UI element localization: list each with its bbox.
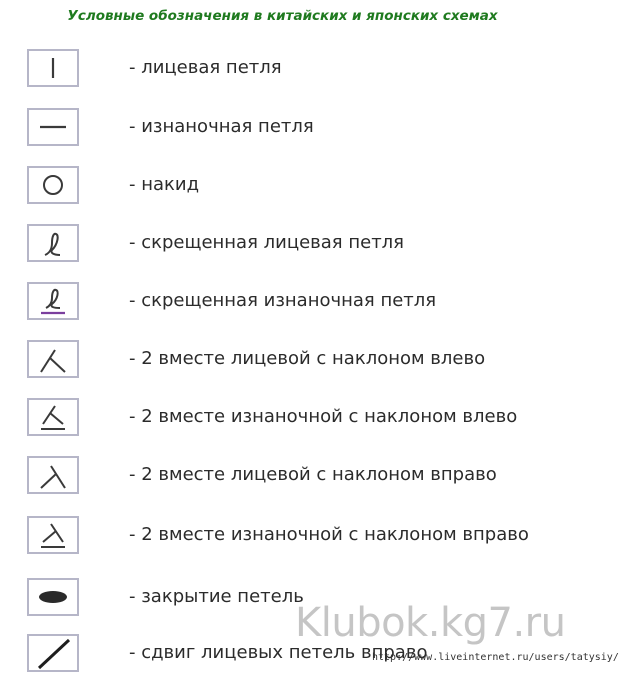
legend-row	[0, 340, 565, 390]
legend-row	[0, 224, 565, 274]
twisted-knit-icon	[27, 224, 79, 262]
legend-label: - 2 вместе изнаночной с наклоном вправо	[129, 524, 529, 545]
purl-stitch-icon	[27, 108, 79, 146]
legend-row	[0, 108, 565, 158]
legend-label: - накид	[129, 174, 200, 195]
source-url: http://www.liveinternet.ru/users/tatysiy/	[372, 652, 619, 663]
page-title: Условные обозначения в китайских и японских схемах	[67, 8, 498, 24]
legend-row	[0, 456, 565, 506]
legend-label: - сдвиг лицевых петель вправо	[129, 642, 428, 663]
legend-label: - скрещенная лицевая петля	[129, 232, 405, 253]
p2tog-right-icon	[27, 516, 79, 554]
legend-label: - 2 вместе изнаночной с наклоном влево	[129, 406, 518, 427]
knit-stitch-icon	[27, 49, 79, 87]
legend-label: - 2 вместе лицевой с наклоном влево	[129, 348, 486, 369]
legend-label: - закрытие петель	[129, 586, 304, 607]
k2tog-left-icon	[27, 340, 79, 378]
p2tog-left-icon	[27, 398, 79, 436]
legend-label: - изнаночная петля	[129, 116, 314, 137]
knit-shift-right-icon	[27, 634, 79, 672]
twisted-purl-icon	[27, 282, 79, 320]
legend-label: - скрещенная изнаночная петля	[129, 290, 437, 311]
yarn-over-icon	[27, 166, 79, 204]
legend-row	[0, 166, 565, 216]
legend-row	[0, 398, 565, 448]
legend-row	[0, 282, 565, 332]
legend-row	[0, 516, 565, 566]
watermark: Klubok.kg7.ru	[295, 600, 566, 646]
k2tog-right-icon	[27, 456, 79, 494]
bind-off-icon	[27, 578, 79, 616]
legend-label: - лицевая петля	[129, 57, 282, 78]
legend-label: - 2 вместе лицевой с наклоном вправо	[129, 464, 497, 485]
legend-row	[0, 49, 565, 99]
